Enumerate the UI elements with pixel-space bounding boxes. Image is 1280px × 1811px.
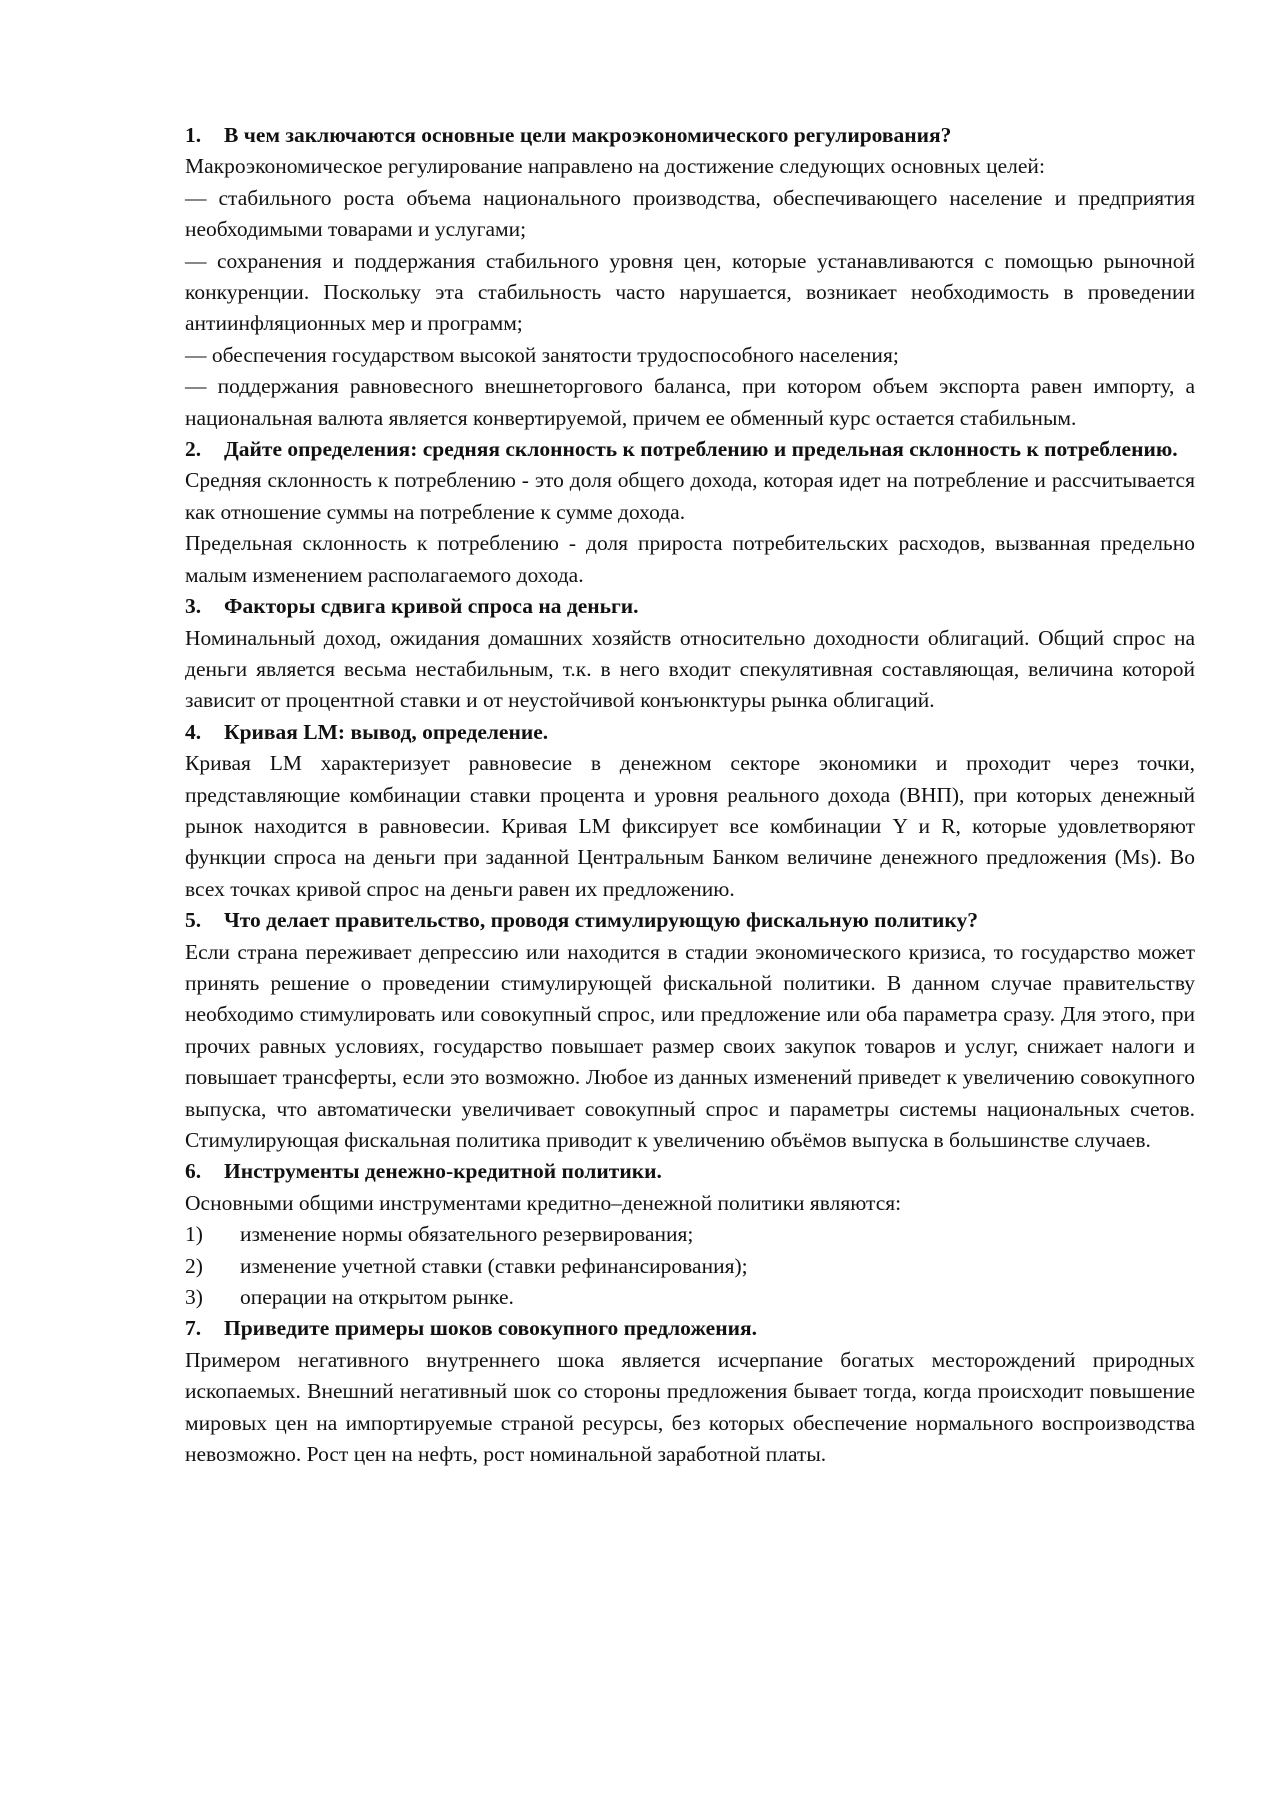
- list-item-text: операции на открытом рынке.: [240, 1285, 514, 1310]
- list-item-number: 3): [185, 1285, 203, 1310]
- list-item: [185, 1251, 1195, 1282]
- question-heading: [185, 120, 1195, 151]
- question-heading: [185, 434, 1195, 465]
- list-item-number: 2): [185, 1253, 203, 1278]
- section-6: [185, 1156, 1195, 1313]
- question-text: Дайте определения: средняя склонность к потреблению и предельная склонность к потреблению.: [224, 437, 1178, 462]
- question-heading: [185, 1313, 1195, 1344]
- answer-paragraph: Номинальный доход, ожидания домашних хозяйств относительно доходности облигаций. Общий спрос на деньги является весьма нестабильным, т.к. в него входит спекулятивная составляющая, величина которой зависит от процентной ставки и от неустойчивой конъюнктуры рынка облигаций.: [185, 625, 1195, 713]
- list-item: [185, 1282, 1195, 1313]
- answer-paragraph: Предельная склонность к потреблению - доля прироста потребительских расходов, вызванная предельно малым изменением располагаемого дохода.: [185, 531, 1195, 587]
- question-text: Что делает правительство, проводя стимулирующую фискальную политику?: [224, 908, 979, 933]
- question-number: 1.: [185, 123, 202, 147]
- list-item-text: изменение учетной ставки (ставки рефинансирования);: [240, 1253, 748, 1278]
- answer-paragraph: — сохранения и поддержания стабильного уровня цен, которые устанавливаются с помощью рыночной конкуренции. Поскольку эта стабильность часто нарушается, возникает необходимость в проведении антиинфляционных мер и программ;: [185, 248, 1195, 336]
- section-1: [185, 120, 1195, 434]
- question-number: 6.: [185, 1159, 202, 1184]
- list-item-text: изменение нормы обязательного резервирования;: [240, 1222, 694, 1247]
- question-heading: [185, 717, 1195, 748]
- question-number: 4.: [185, 719, 202, 744]
- section-2: [185, 434, 1195, 591]
- question-text: Факторы сдвига кривой спроса на деньги.: [224, 594, 639, 619]
- answer-paragraph: Примером негативного внутреннего шока является исчерпание богатых месторождений природных ископаемых. Внешний негативный шок со стороны предложения бывает тогда, когда происходит повышение мировых цен на импортируемые страной ресурсы, без которых обеспечение нормального воспроизводства невозможно. Рост цен на нефть, рост номинальной заработной платы.: [185, 1347, 1195, 1467]
- document-page: [185, 120, 1195, 1470]
- section-4: [185, 717, 1195, 905]
- section-7: [185, 1313, 1195, 1470]
- answer-paragraph: Макроэкономическое регулирование направлено на достижение следующих основных целей:: [185, 154, 1045, 179]
- answer-paragraph: Основными общими инструментами кредитно–денежной политики являются:: [185, 1190, 902, 1215]
- question-number: 2.: [185, 437, 202, 462]
- answer-paragraph: — поддержания равновесного внешнеторгового баланса, при котором объем экспорта равен импорту, а национальная валюта является конвертируемой, причем ее обменный курс остается стабильным.: [185, 374, 1195, 430]
- question-text: Приведите примеры шоков совокупного предложения.: [224, 1316, 757, 1341]
- section-3: [185, 591, 1195, 717]
- question-number: 5.: [185, 908, 202, 933]
- answer-paragraph: Средняя склонность к потреблению - это доля общего дохода, которая идет на потребление и рассчитывается как отношение суммы на потребление к сумме дохода.: [185, 468, 1195, 524]
- answer-paragraph: Если страна переживает депрессию или находится в стадии экономического кризиса, то государство может принять решение о проведении стимулирующей фискальной политики. В данном случае правительству необходимо стимулировать или совокупный спрос, или предложение или оба параметра сразу. Для этого, при прочих равных условиях, государство повышает размер своих закупок товаров и услуг, снижает налоги и повышает трансферты, если это возможно. Любое из данных изменений приведет к увеличению совокупного выпуска, что автоматически увеличивает совокупный спрос и параметры системы национальных счетов. Стимулирующая фискальная политика приводит к увеличению объёмов выпуска в большинстве случаев.: [185, 939, 1195, 1152]
- section-5: [185, 905, 1195, 1156]
- question-heading: [185, 1156, 1195, 1187]
- question-number: 7.: [185, 1316, 202, 1341]
- question-number: 3.: [185, 594, 202, 619]
- answer-paragraph: — стабильного роста объема национального производства, обеспечивающего население и предприятия необходимыми товарами и услугами;: [185, 185, 1195, 242]
- answer-paragraph: Кривая LM характеризует равновесие в денежном секторе экономики и проходит через точки, представляющие комбинации ставки процента и уровня реального дохода (ВНП), при которых денежный рынок находится в равновесии. Кривая LM фиксирует все комбинации Y и R, которые удовлетворяют функции спроса на деньги при заданной Центральным Банком величине денежного предложения (Ms). Во всех точках кривой спрос на деньги равен их предложению.: [185, 751, 1195, 901]
- answer-paragraph: — обеспечения государством высокой занятости трудоспособного населения;: [185, 342, 899, 367]
- question-text: Кривая LM: вывод, определение.: [224, 719, 549, 744]
- list-item-number: 1): [185, 1222, 203, 1247]
- question-heading: [185, 905, 1195, 936]
- question-text: В чем заключаются основные цели макроэкономического регулирования?: [224, 123, 952, 147]
- question-text: Инструменты денежно-кредитной политики.: [224, 1159, 662, 1184]
- question-heading: [185, 591, 1195, 622]
- list-item: [185, 1219, 1195, 1250]
